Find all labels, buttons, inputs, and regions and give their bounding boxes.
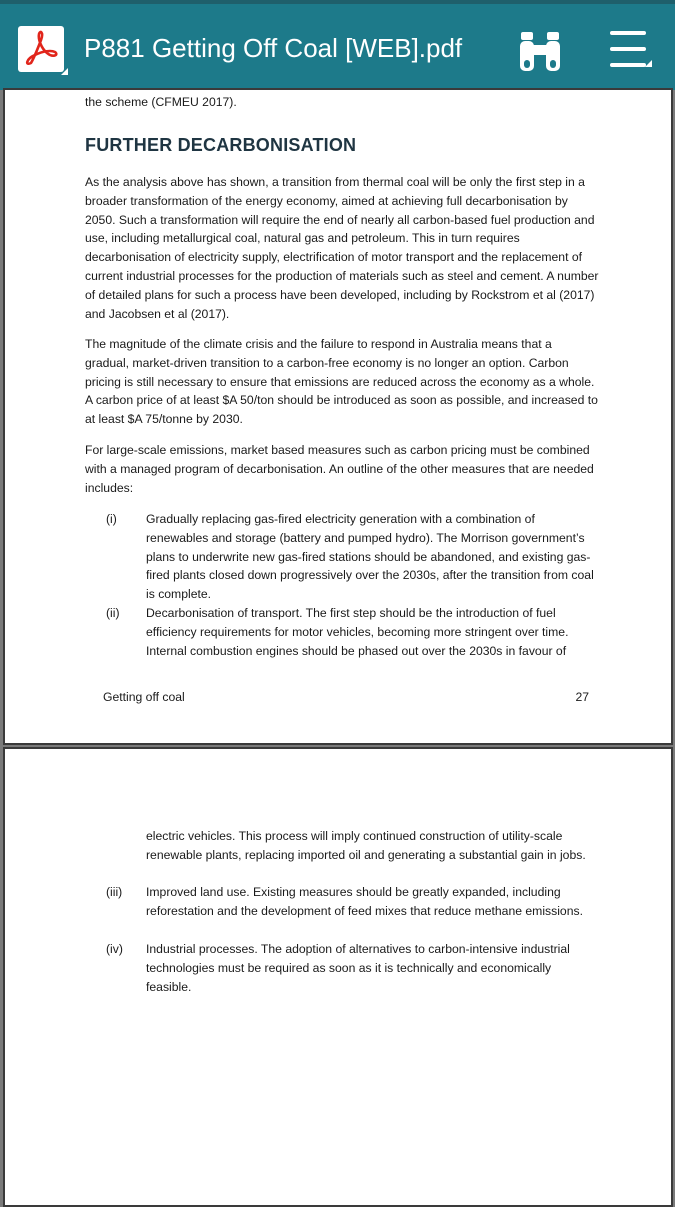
app-icon-dropdown-indicator xyxy=(61,68,68,75)
list-item-text: electric vehicles. This process will imply continued construction of utility-scale renewable plants, replacing imported oil and generating a substantial gain in jobs. xyxy=(146,829,586,862)
previous-section-fragment: the scheme (CFMEU 2017). xyxy=(85,95,237,109)
paragraph-transition: As the analysis above has shown, a transition from thermal coal will be only the first step in a broader transformation of the energy economy, aimed at achieving full decarbonisation by 2050. Such a transformation will require the end of nearly all carbon-based fuel production and use, including metallurgical coal, natural gas and petroleum. This in turn requires decarbonisation of electricity supply, electrification of motor transport and the replacement of current industrial processes for the production of materials such as steel and cement. A number of detailed plans for such a process have been developed, including by Rockstrom et al (2017) and Jacobsen et al (2017). xyxy=(85,175,599,321)
list-item-text: Decarbonisation of transport. The first step should be the introduction of fuel efficiency requirements for motor vehicles, becoming more stringent over time. Internal combustion engines should be phased out over the 2030s in favour of xyxy=(146,606,569,658)
paragraph-managed-program: For large-scale emissions, market based measures such as carbon pricing must be combined with a managed program of decarbonisation. An outline of the other measures that are needed includes: xyxy=(85,443,594,495)
menu-overflow-indicator xyxy=(645,60,652,67)
list-item-text: Improved land use. Existing measures should be greatly expanded, including reforestation and the development of feed mixes that reduce methane emissions. xyxy=(146,885,583,918)
list-item-number: (ii) xyxy=(106,606,120,620)
list-item-number: (iii) xyxy=(106,885,123,899)
section-heading: FURTHER DECARBONISATION xyxy=(85,135,357,155)
paragraph-carbon-pricing: The magnitude of the climate crisis and the failure to respond in Australia means that a gradual, market-driven transition to a carbon-free economy is no longer an option. Carbon pricing is still necessary to ensure that emissions are reduced across the economy as a whole. A carbon price of at least $A 50/ton should be introduced as soon as possible, and increased to at least $A 75/tonne by 2030. xyxy=(85,337,598,427)
page-number: 27 xyxy=(575,690,589,704)
list-item-text: Industrial processes. The adoption of alternatives to carbon-intensive industrial technologies must be required as soon as it is technically and economically feasible. xyxy=(146,942,570,994)
app-bar xyxy=(0,4,675,90)
list-item-text: Gradually replacing gas-fired electricity generation with a combination of renewables and storage (battery and pumped hydro). The Morrison government’s plans to underwrite new gas-fired stations should be abandoned, and existing gas-fired plants closed down progressively over the 2030s, after the transition from coal is complete. xyxy=(146,512,594,602)
list-item-number: (iv) xyxy=(106,942,123,956)
pdf-page-28[interactable] xyxy=(3,747,673,1207)
binoculars-icon[interactable] xyxy=(518,29,562,78)
document-title: P881 Getting Off Coal [WEB].pdf xyxy=(84,33,463,63)
adobe-acrobat-icon[interactable] xyxy=(18,26,64,72)
hamburger-menu-icon[interactable] xyxy=(606,28,652,74)
page-footer-title: Getting off coal xyxy=(103,690,185,704)
pdf-page-27[interactable] xyxy=(3,88,673,745)
list-item-number: (i) xyxy=(106,512,117,526)
